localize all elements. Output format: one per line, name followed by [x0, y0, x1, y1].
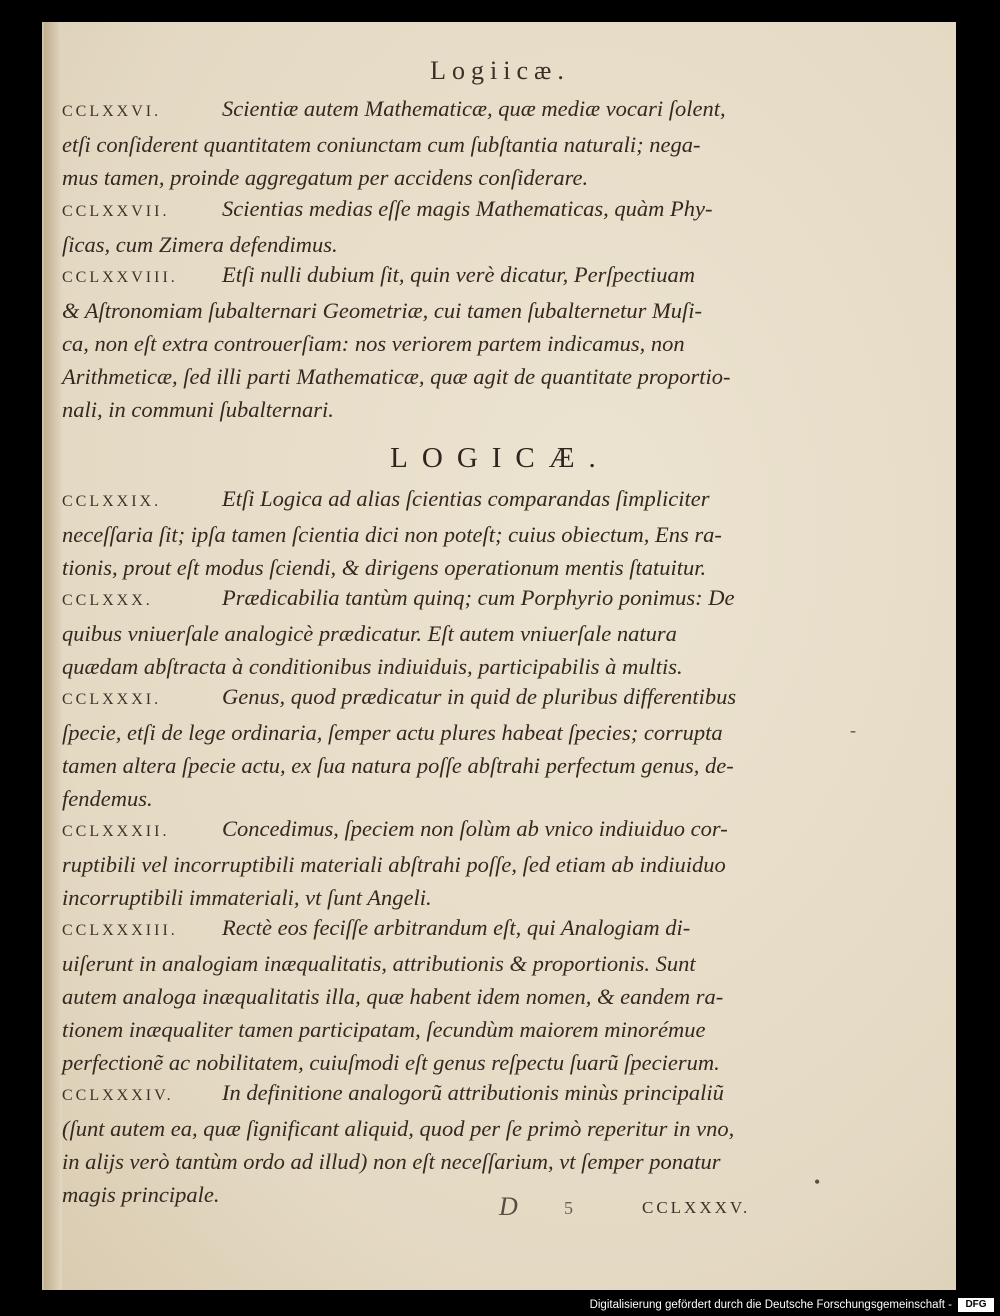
thesis-line: Genus, quod prædicatur in quid de pluribus differentibus [222, 684, 737, 709]
margin-mark: • [814, 1172, 821, 1192]
running-header: Logiicæ. [430, 56, 570, 85]
book-page [42, 22, 956, 1290]
thesis-282 [62, 812, 822, 914]
thesis-line: tionis, prout eſt modus ſciendi, & dirigens operationum mentis ſtatuitur. [62, 555, 707, 580]
thesis-line: Arithmeticæ, ſed illi parti Mathematicæ, quæ agit de quantitate proportio- [62, 364, 731, 389]
thesis-number: CCLXXVI. [62, 103, 162, 120]
thesis-number: CCLXXVIII. [62, 269, 178, 286]
thesis-284 [62, 1076, 822, 1211]
thesis-line: autem analoga inæqualitatis illa, quæ habent idem nomen, & eandem ra- [62, 984, 724, 1009]
margin-mark: - [850, 720, 856, 740]
thesis-line: fendemus. [62, 786, 153, 811]
thesis-276 [62, 92, 822, 194]
thesis-line: Etſi nulli dubium ſit, quin verè dicatur, Perſpectiuam [222, 262, 696, 287]
thesis-line: In definitione analogorũ attributionis minùs principaliũ [222, 1080, 724, 1105]
funding-credit: Digitalisierung gefördert durch die Deutsche Forschungsgemeinschaft - [589, 1299, 952, 1311]
thesis-line: neceſſaria ſit; ipſa tamen ſcientia dici non poteſt; cuius obiectum, Ens ra- [62, 522, 722, 547]
catchword: CCLXXXV. [642, 1198, 751, 1217]
thesis-278 [62, 258, 822, 426]
thesis-line: Rectè eos feciſſe arbitrandum eſt, qui Analogiam di- [222, 915, 691, 940]
thesis-line: ſpecie, etſi de lege ordinaria, ſemper actu plures habeat ſpecies; corrupta [62, 720, 723, 745]
thesis-line: magis principale. [62, 1182, 220, 1207]
thesis-line: ſicas, cum Zimera defendimus. [62, 232, 338, 257]
dfg-logo: DFG [958, 1298, 994, 1312]
thesis-281 [62, 680, 822, 815]
signature-mark: D [499, 1192, 518, 1221]
thesis-number: CCLXXX. [62, 592, 153, 609]
thesis-number: CCLXXXIII. [62, 922, 178, 939]
thesis-279 [62, 482, 822, 584]
page-gutter [44, 22, 62, 1290]
thesis-line: in alijs verò tantùm ordo ad illud) non eſt neceſſarium, vt ſemper ponatur [62, 1149, 721, 1174]
thesis-283 [62, 911, 822, 1079]
thesis-number: CCLXXXII. [62, 823, 170, 840]
page-footer [44, 1192, 956, 1232]
thesis-line: incorruptibili immateriali, vt ſunt Angeli. [62, 885, 432, 910]
thesis-number: CCLXXXI. [62, 691, 162, 708]
thesis-line: & Aſtronomiam ſubalternari Geometriæ, cui tamen ſubalternetur Muſi- [62, 298, 702, 323]
thesis-line: etſi conſiderent quantitatem coniunctam cum ſubſtantia naturali; nega- [62, 132, 701, 157]
thesis-line: ca, non eſt extra controuerſiam: nos veriorem partem indicamus, non [62, 331, 685, 356]
thesis-line: (ſunt autem ea, quæ ſignificant aliquid, quod per ſe primò reperitur in vno, [62, 1116, 735, 1141]
thesis-line: uiſerunt in analogiam inæqualitatis, attributionis & proportionis. Sunt [62, 951, 696, 976]
thesis-line: Scientias medias eſſe magis Mathematicas, quàm Phy- [222, 196, 713, 221]
thesis-line: quibus vniuerſale analogicè prædicatur. Eſt autem vniuerſale natura [62, 621, 677, 646]
thesis-line: Prædicabilia tantùm quinq; cum Porphyrio ponimus: De [222, 585, 735, 610]
thesis-number: CCLXXVII. [62, 203, 170, 220]
thesis-line: ruptibili vel incorruptibili materiali abſtrahi poſſe, ſed etiam ab indiuiduo [62, 852, 726, 877]
thesis-line: nali, in communi ſubalternari. [62, 397, 334, 422]
thesis-number: CCLXXIX. [62, 493, 162, 510]
thesis-line: Scientiæ autem Mathematicæ, quæ mediæ vocari ſolent, [222, 96, 726, 121]
thesis-line: tionem inæqualiter tamen participatam, ſecundùm maiorem minorémue [62, 1017, 706, 1042]
thesis-line: mus tamen, proinde aggregatum per accidens conſiderare. [62, 165, 589, 190]
thesis-277 [62, 192, 822, 261]
signature-number: 5 [564, 1198, 573, 1218]
section-title: LOGICÆ. [390, 442, 610, 474]
thesis-number: CCLXXXIV. [62, 1087, 174, 1104]
thesis-280 [62, 581, 822, 683]
thesis-line: Concedimus, ſpeciem non ſolùm ab vnico indiuiduo cor- [222, 816, 728, 841]
thesis-line: Etſi Logica ad alias ſcientias comparandas ſimpliciter [222, 486, 710, 511]
thesis-line: perfectionẽ ac nobilitatem, cuiuſmodi eſt genus reſpectu ſuarũ ſpecierum. [62, 1050, 720, 1075]
thesis-line: quædam abſtracta à conditionibus indiuiduis, participabilis à multis. [62, 654, 683, 679]
thesis-line: tamen altera ſpecie actu, ex ſua natura poſſe abſtrahi perfectum genus, de- [62, 753, 734, 778]
